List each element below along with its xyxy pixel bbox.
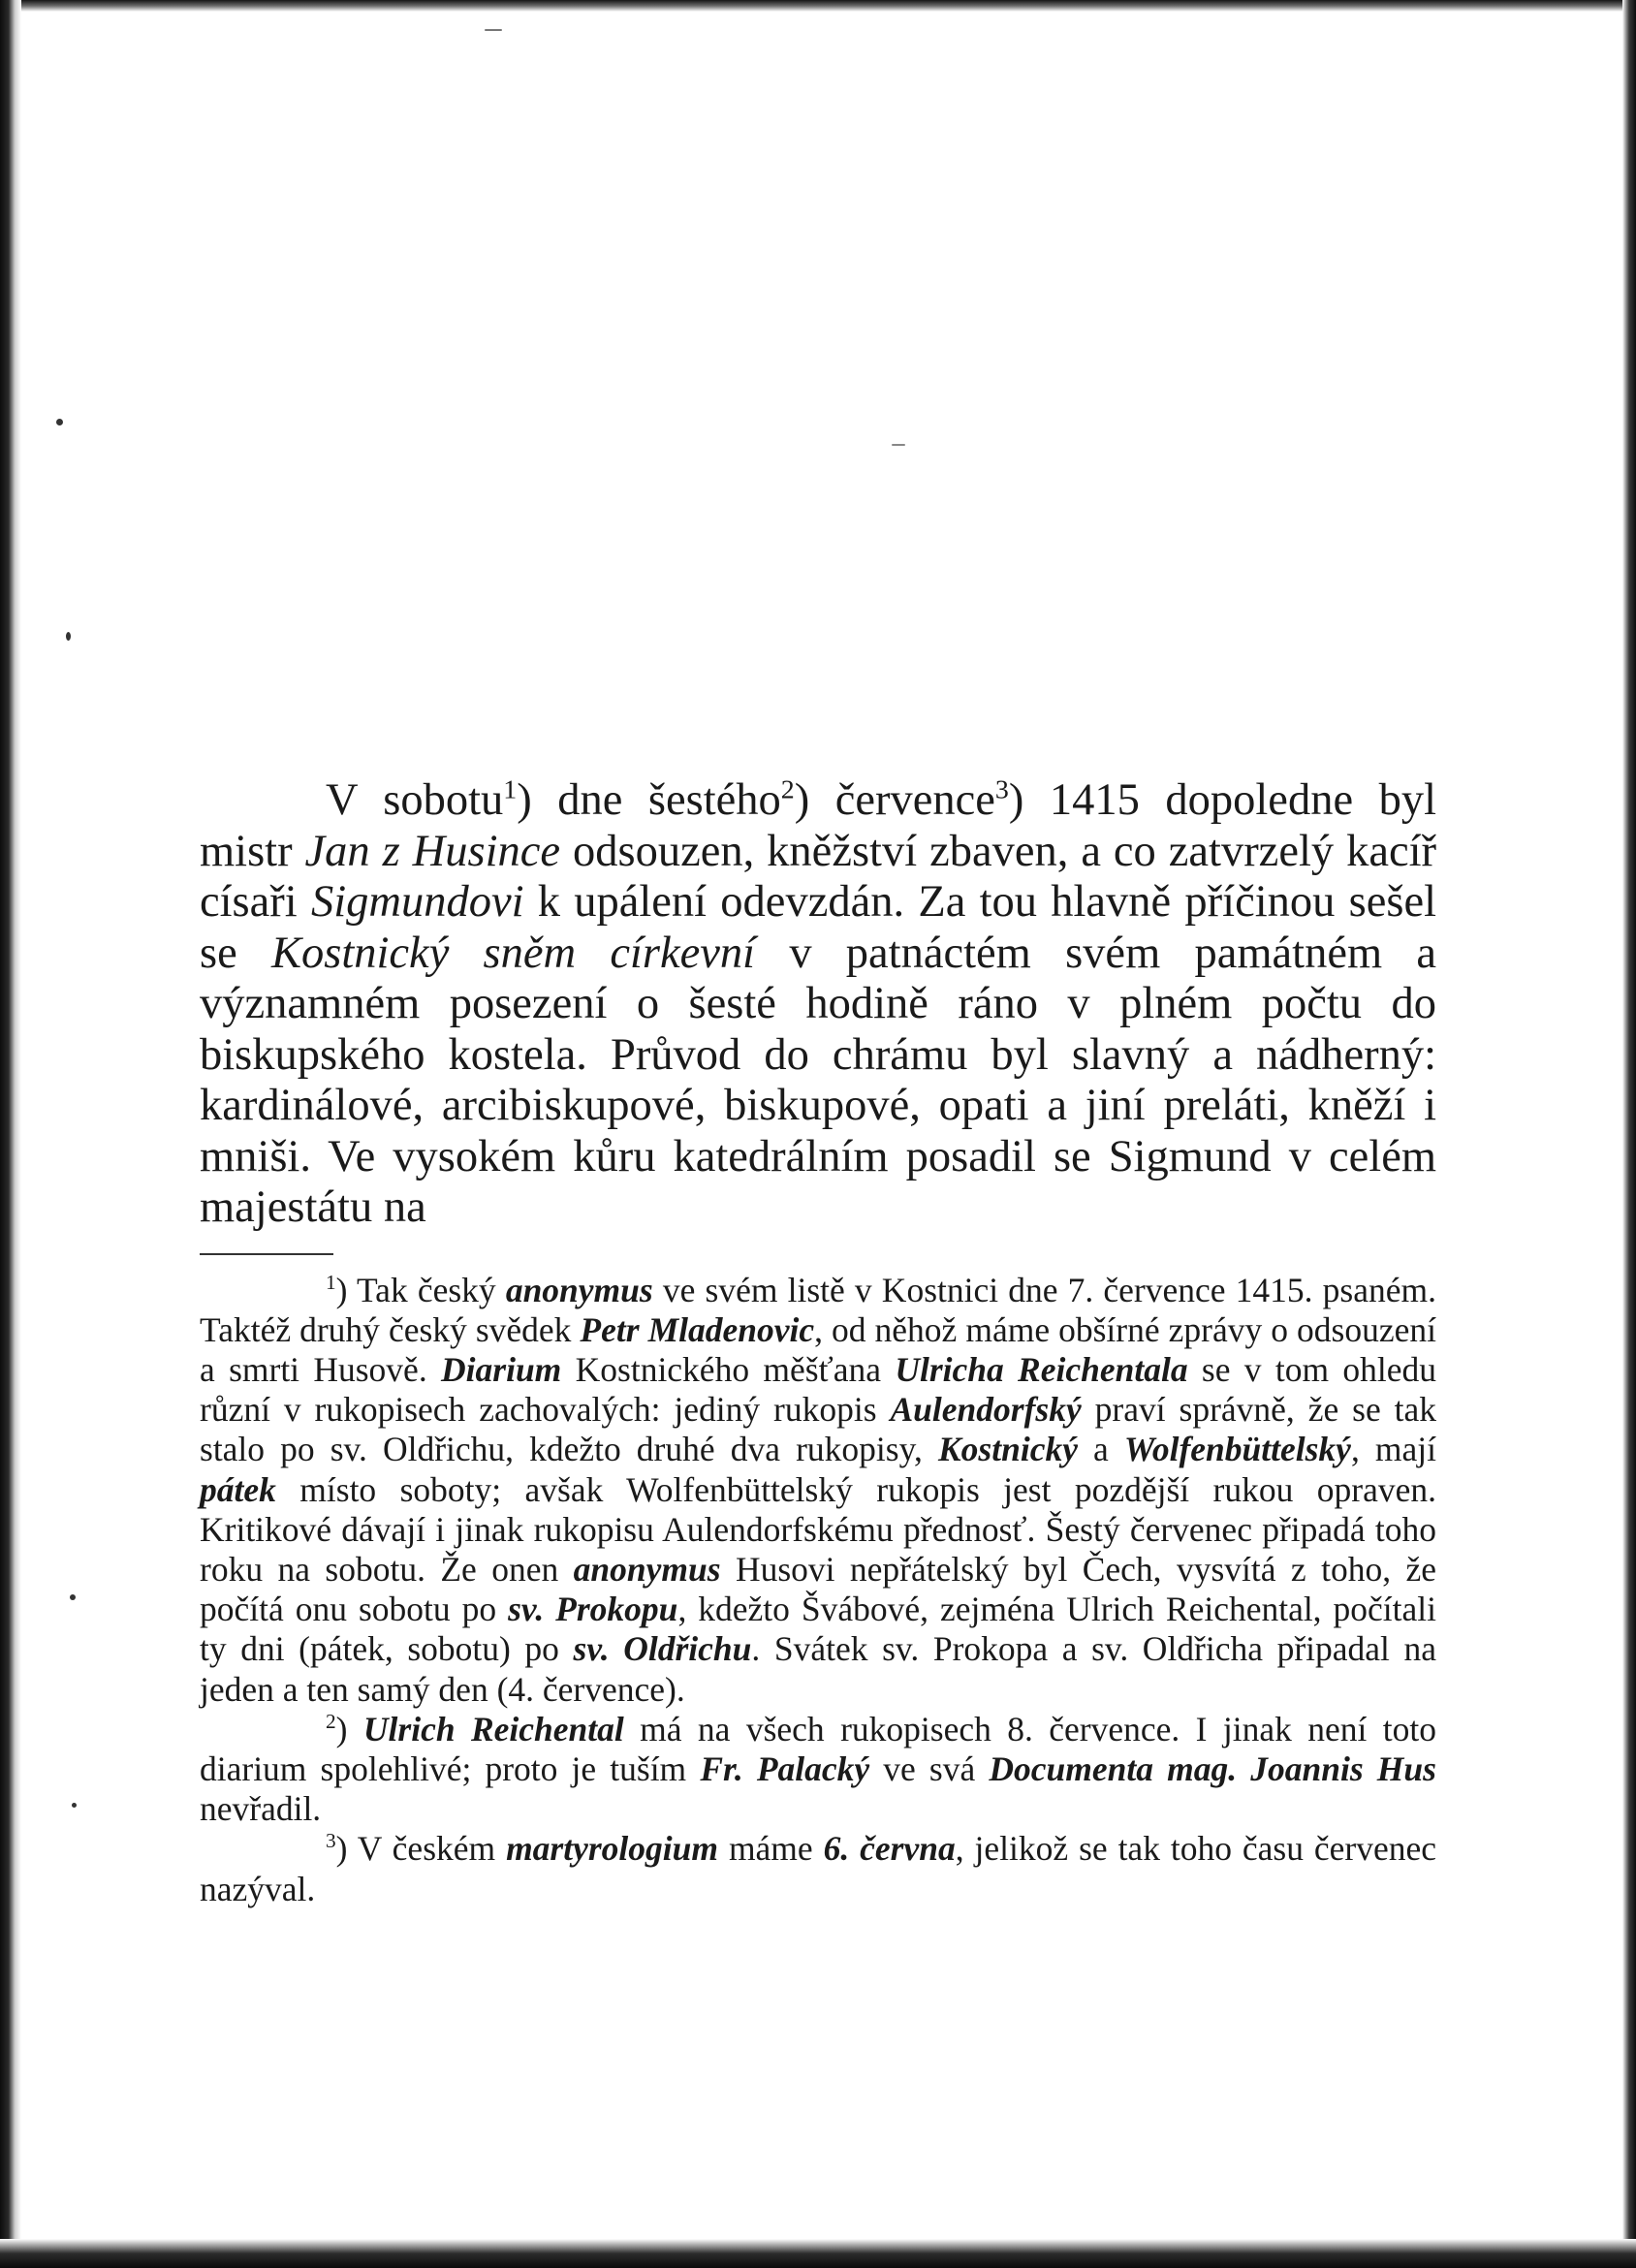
scan-border-left [0, 0, 21, 2268]
main-paragraph [200, 775, 1436, 1234]
name-jan-z-husince: Jan z Husince [304, 826, 561, 876]
name-council: Kostnický sněm církevní [270, 928, 756, 978]
text-run: má na všech rukopisech 8. července. I jinak není toto diarium spolehlivé; proto je tuším [200, 1709, 1436, 1788]
text-run: , od něhož máme obšírné zprávy o odsouzení a smrti Husově. [200, 1309, 1436, 1389]
text-run: k upálení odevzdán. Za tou hlavně příčinou sešel se [200, 877, 1437, 978]
scan-speck [892, 444, 905, 446]
italic-term: martyrologium [506, 1829, 719, 1869]
italic-term: Petr Mladenovic [580, 1309, 815, 1349]
scan-speck [485, 29, 502, 31]
text-run: , jelikož se tak toho času červenec nazýval. [200, 1829, 1437, 1908]
italic-term: anonymus [573, 1549, 721, 1589]
footnote-ref-3: 3 [994, 774, 1009, 805]
text-run: ) 1415 dopoledne byl mistr [200, 775, 1437, 876]
text-run: a [1077, 1430, 1124, 1469]
text-run: ve svá [869, 1748, 990, 1788]
text-run: , kdežto Švábové, zejména Ulrich Reichental, počítali ty dni (pátek, sobotu) po [200, 1590, 1437, 1669]
scan-speck [72, 1803, 77, 1808]
text-run: v patnáctém svém památném a významném posezení o šesté hodině ráno v plném počtu do biskupského kostela. Průvod do chrámu byl slavný a nádherný: kardinálové, arcibiskupové, biskupové, opati a jiní preláti, kněží i mniši. Ve vysokém kůru katedrálním posadil se Sigmund v celém majestátu na [200, 928, 1436, 1232]
footnote-2 [200, 1710, 1436, 1830]
scan-border-top [0, 0, 1636, 12]
text-run: Kostnického měšťana [561, 1349, 896, 1389]
footnote-mark: 1 [326, 1270, 336, 1294]
text-run: ) Tak český [335, 1270, 506, 1309]
italic-term: Documenta mag. Joannis Hus [989, 1748, 1436, 1788]
italic-term: sv. Prokopu [508, 1590, 678, 1629]
footnote-1 [200, 1271, 1436, 1710]
text-run: ) dne šestého [517, 775, 781, 825]
text-run: nevřadil. [200, 1789, 322, 1829]
italic-term: pátek [200, 1469, 276, 1509]
text-column [200, 775, 1436, 1909]
scan-speck [70, 1594, 76, 1600]
italic-term: Wolfenbüttelský [1123, 1430, 1351, 1469]
text-run: ) [335, 1709, 363, 1748]
text-run: místo soboty; avšak Wolfenbüttelský rukopis jest pozdější rukou opraven. Kritikové dávají i jinak rukopisu Aulendorfskému přednosť. Šestý červenec připadá toho roku na sobotu. Že onen [200, 1469, 1436, 1589]
footnote-ref-1: 1 [503, 774, 518, 805]
italic-term: Ulricha Reichentala [895, 1349, 1188, 1389]
text-run: ) V českém [335, 1829, 507, 1869]
italic-term: anonymus [505, 1270, 653, 1309]
scan-speck [56, 419, 63, 425]
footnote-3 [200, 1829, 1436, 1908]
footnote-mark: 3 [326, 1829, 336, 1853]
scan-speck [66, 632, 71, 641]
text-run: odsouzen, kněžství zbaven, a co zatvrzelý kacíř císaři [200, 826, 1437, 927]
footnote-ref-2: 2 [780, 774, 795, 805]
italic-term: Kostnický [937, 1430, 1078, 1469]
text-run: . Svátek sv. Prokopa a sv. Oldřicha připadal na jeden a ten samý den (4. července). [200, 1629, 1437, 1709]
italic-term: Aulendorfský [890, 1390, 1082, 1430]
name-sigmund: Sigmundovi [310, 877, 524, 927]
italic-term: Diarium [441, 1349, 562, 1389]
text-run: se v tom ohledu různí v rukopisech zachovalých: jediný rukopis [200, 1349, 1436, 1430]
italic-term: sv. Oldřichu [573, 1629, 752, 1669]
text-run: máme [718, 1829, 824, 1869]
italic-term: Ulrich Reichental [362, 1709, 624, 1748]
scan-border-bottom [0, 2239, 1636, 2268]
text-run: V sobotu [326, 775, 504, 825]
text-run: Husovi nepřátelský byl Čech, vysvítá z toho, že počítá onu sobotu po [200, 1549, 1436, 1629]
text-run: praví správně, že se tak stalo po sv. Oldřichu, kdežto druhé dva rukopisy, [200, 1390, 1437, 1469]
text-run: , mají [1350, 1430, 1436, 1469]
text-run: ve svém listě v Kostnici dne 7. července 1415. psaném. Taktéž druhý český svědek [200, 1270, 1436, 1349]
footnote-separator [200, 1253, 333, 1255]
italic-term: Fr. Palacký [700, 1748, 870, 1788]
footnote-mark: 2 [326, 1709, 336, 1733]
scan-border-right [1622, 0, 1636, 2268]
text-run: ) července [794, 775, 995, 825]
italic-term: 6. června [823, 1829, 956, 1869]
